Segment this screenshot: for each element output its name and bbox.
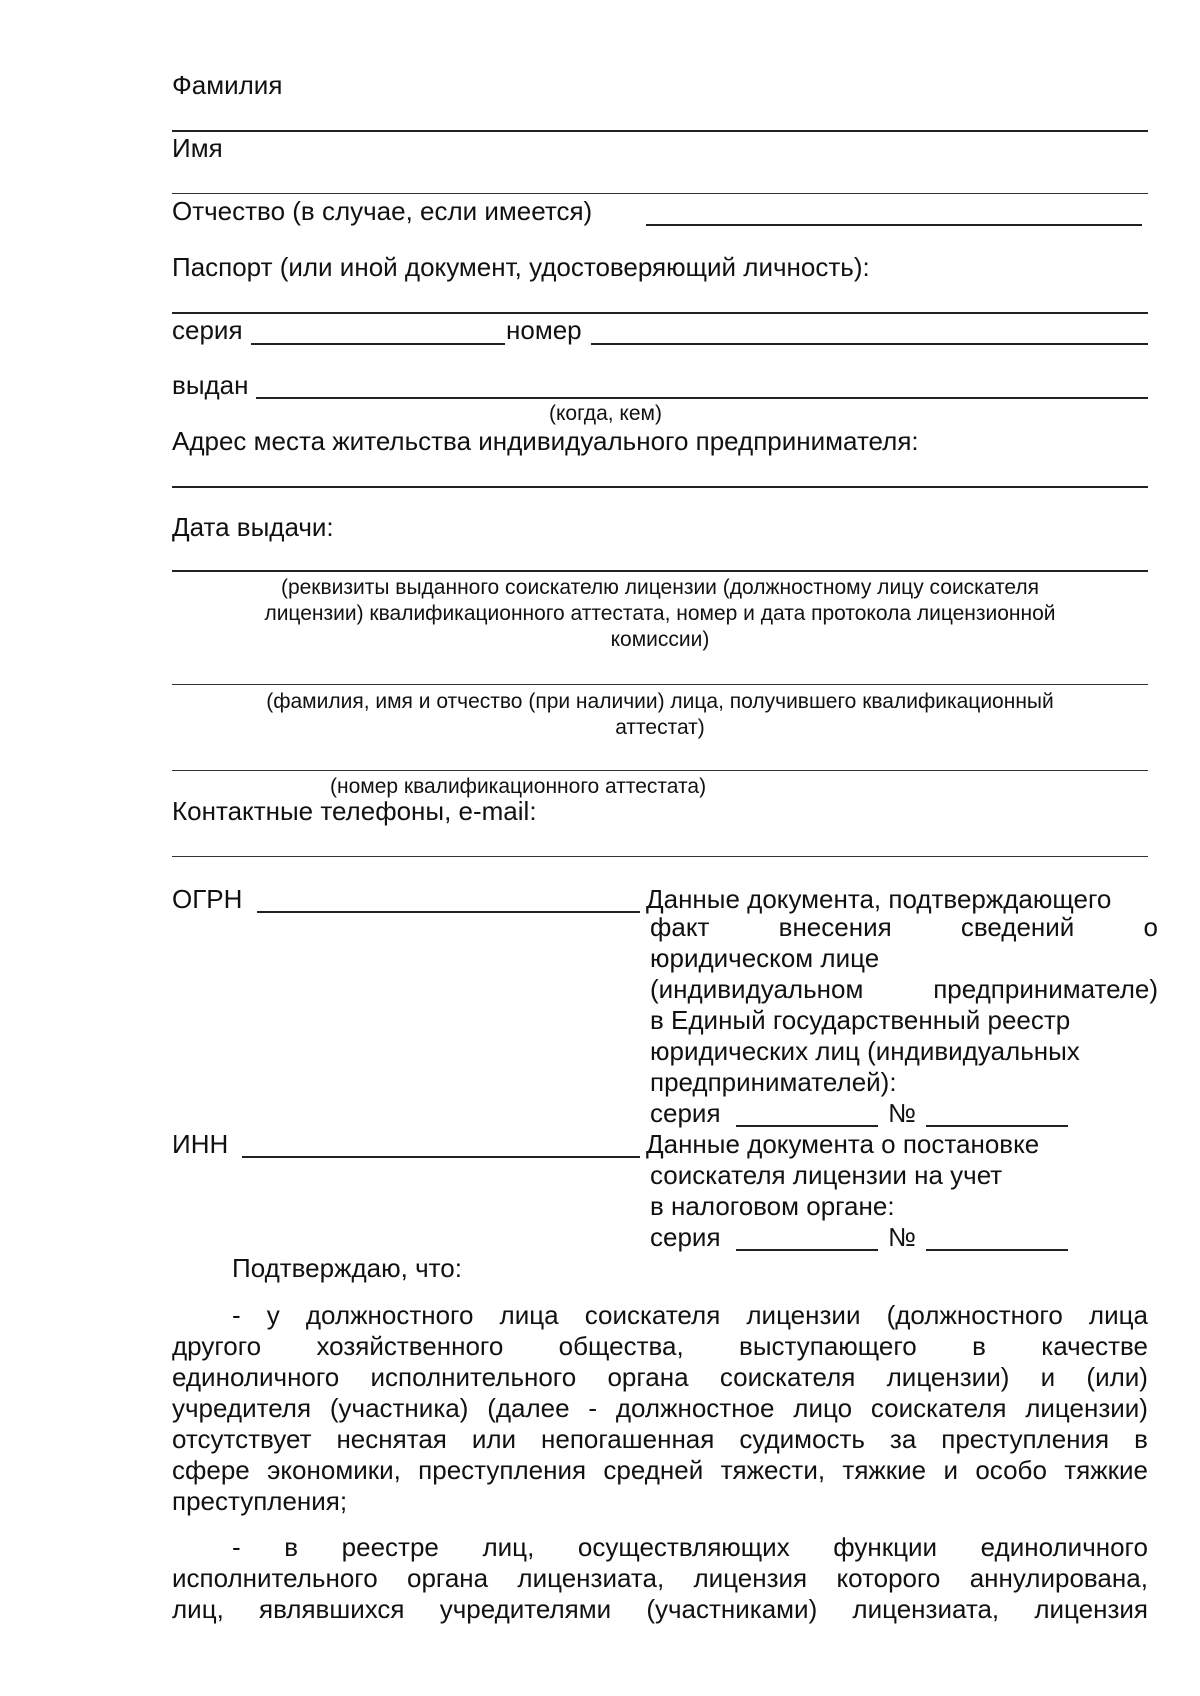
patronymic-line[interactable] [646,224,1142,226]
issued-label: выдан [172,370,249,400]
passport-label: Паспорт (или иной документ, удостоверяющий личность): [172,252,870,282]
fio-line[interactable] [172,684,1148,685]
name-line[interactable] [172,193,1148,194]
passport-series-line[interactable] [251,343,505,345]
fio-note-line-2: аттестат) [615,716,705,739]
contacts-line[interactable] [172,856,1148,857]
issued-note: (когда, кем) [549,402,662,425]
address-line[interactable] [172,486,1148,488]
para1-line-2: другого хозяйственного общества, выступающего в качестве [172,1331,1148,1361]
tax-series-line[interactable] [736,1249,878,1251]
para2-line-1: - в реестре лиц, осуществляющих функции единоличного [232,1532,1148,1562]
inn-label: ИНН [172,1129,229,1159]
contacts-label: Контактные телефоны, e-mail: [172,796,537,826]
confirm-heading: Подтверждаю, что: [232,1253,462,1283]
egrul-line-4: (индивидуальном предпринимателе) [650,974,1158,1004]
egrul-line-3: юридическом лице [650,943,880,973]
egrul-line-6: юридических лиц (индивидуальных [650,1036,1080,1066]
egrul-number-sign: № [888,1098,916,1128]
egrul-line-7: предпринимателей): [650,1067,897,1097]
tax-series-label: серия [650,1222,721,1252]
requisites-note-line-2: лицензии) квалификационного аттестата, номер и дата протокола лицензионной [264,602,1056,625]
surname-label: Фамилия [172,70,283,100]
tax-number-line[interactable] [926,1249,1068,1251]
inn-line[interactable] [242,1156,640,1158]
passport-number-label: номер [506,315,582,345]
para1-line-3: единоличного исполнительного органа соискателя лицензии) и (или) [172,1362,1148,1392]
requisites-note-line-3: комиссии) [610,628,710,651]
passport-number-line[interactable] [591,343,1148,345]
issue-date-label: Дата выдачи: [172,512,334,542]
ogrn-line[interactable] [257,911,640,913]
egrul-series-label: серия [650,1098,721,1128]
fio-note-line-1: (фамилия, имя и отчество (при наличии) лица, получившего квалификационный [266,690,1054,713]
egrul-line-1: Данные документа, подтверждающего [646,884,1112,914]
requisites-line[interactable] [172,570,1148,572]
egrul-number-line[interactable] [926,1125,1068,1127]
issued-line[interactable] [256,397,1148,399]
address-label: Адрес места жительства индивидуального предпринимателя: [172,426,919,456]
surname-line[interactable] [172,130,1148,132]
cert-number-line[interactable] [172,770,1148,771]
cert-number-note: (номер квалификационного аттестата) [330,775,707,798]
para2-line-2: исполнительного органа лицензиата, лицензия которого аннулирована, [172,1563,1148,1593]
egrul-line-5: в Единый государственный реестр [650,1005,1071,1035]
egrul-line-2: факт внесения сведений о [650,912,1158,942]
para1-line-6: сфере экономики, преступления средней тяжести, тяжкие и особо тяжкие [172,1455,1148,1485]
tax-line-1: Данные документа о постановке [646,1129,1040,1159]
requisites-note-line-1: (реквизиты выданного соискателю лицензии (должностному лицу соискателя [280,576,1040,599]
tax-line-2: соискателя лицензии на учет [650,1160,1003,1190]
para1-line-4: учредителя (участника) (далее - должностное лицо соискателя лицензии) [172,1393,1148,1423]
patronymic-label: Отчество (в случае, если имеется) [172,196,593,226]
para1-line-1: - у должностного лица соискателя лицензии (должностного лица [232,1300,1148,1330]
egrul-series-line[interactable] [736,1125,878,1127]
ogrn-label: ОГРН [172,884,243,914]
tax-number-sign: № [888,1222,916,1252]
para2-line-3: лиц, являвшихся учредителями (участниками) лицензиата, лицензия [172,1594,1148,1624]
para1-line-7: преступления; [172,1486,348,1516]
passport-series-label: серия [172,315,243,345]
para1-line-5: отсутствует неснятая или непогашенная судимость за преступления в [172,1424,1148,1454]
name-label: Имя [172,133,223,163]
tax-line-3: в налоговом органе: [650,1191,895,1221]
passport-line[interactable] [172,312,1148,314]
